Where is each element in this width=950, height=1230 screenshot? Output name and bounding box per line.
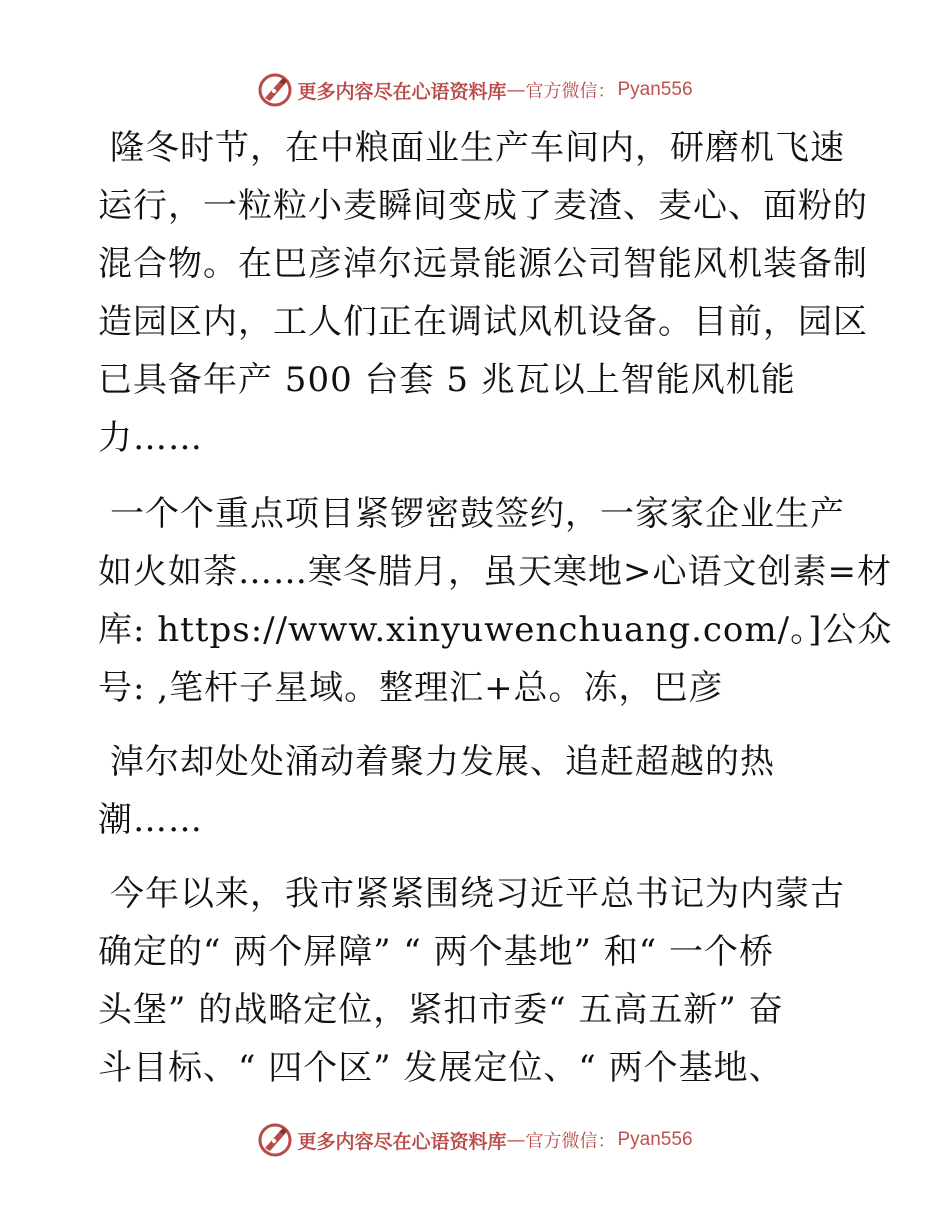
text-line: 力…… — [98, 418, 203, 458]
banner-official-label: 官方微信： — [525, 81, 616, 102]
text-line: 潮…… — [98, 800, 203, 840]
text-line: 已具备年产 500 台套 5 兆瓦以上智能风机能 — [98, 360, 796, 400]
text-line: 确定的“ 两个屏障” “ 两个基地” 和“ 一个桥 — [98, 932, 774, 972]
banner-wechat-id: Pyan556 — [617, 79, 693, 100]
banner-text: 更多内容尽在心语资料库 — [297, 1130, 507, 1153]
header-banner — [0, 70, 950, 110]
text-line: 隆冬时节，在中粮面业生产车间内，研磨机飞速 — [110, 128, 845, 168]
banner-dash: — — [506, 79, 526, 101]
banner-text: 更多内容尽在心语资料库 — [297, 80, 507, 103]
text-line: 如火如荼……寒冬腊月，虽天寒地>心语文创素=材 — [98, 552, 892, 592]
text-line: 淖尔却处处涌动着聚力发展、追赶超越的热 — [110, 742, 775, 782]
text-line: 库: https://www.xinyuwenchuang.com/。]公众 — [98, 610, 893, 650]
text-line: 今年以来，我市紧紧围绕习近平总书记为内蒙古 — [110, 874, 845, 914]
banner-wechat-id: Pyan556 — [617, 1129, 693, 1150]
pen-logo-icon — [257, 1122, 293, 1158]
text-line: 号: ,笔杆子星域。整理汇+总。冻，巴彦 — [98, 668, 724, 708]
text-line: 头堡” 的战略定位，紧扣市委“ 五高五新” 奋 — [98, 990, 784, 1030]
text-line: 混合物。在巴彦淖尔远景能源公司智能风机装备制 — [98, 244, 868, 284]
banner-official-label: 官方微信： — [525, 1131, 616, 1152]
pen-logo-icon — [257, 72, 293, 108]
footer-banner — [0, 1120, 950, 1160]
text-line: 运行，一粒粒小麦瞬间变成了麦渣、麦心、面粉的 — [98, 186, 868, 226]
text-line: 造园区内，工人们正在调试风机设备。目前，园区 — [98, 302, 868, 342]
text-line: 斗目标、“ 四个区” 发展定位、“ 两个基地、 — [98, 1048, 784, 1088]
text-line: 一个个重点项目紧锣密鼓签约，一家家企业生产 — [110, 494, 845, 534]
banner-dash: — — [506, 1129, 526, 1151]
